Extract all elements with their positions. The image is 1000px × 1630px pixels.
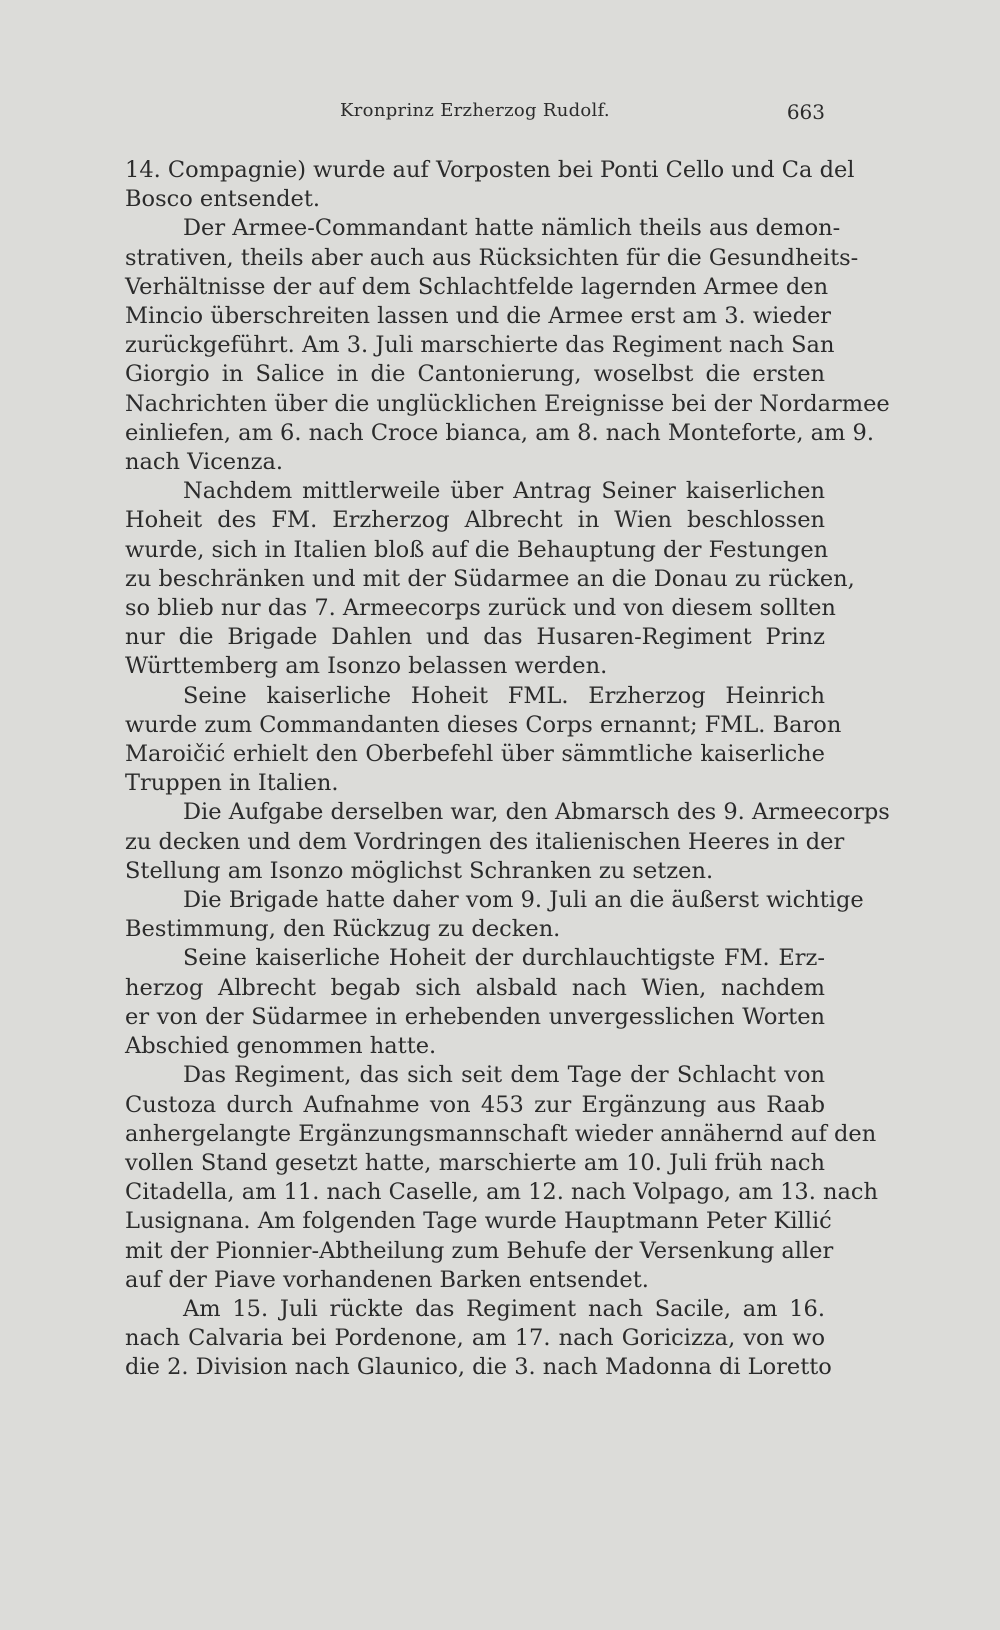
text-line: Custoza durch Aufnahme von 453 zur Ergänzung aus Raab xyxy=(125,1091,825,1118)
text-line: Seine kaiserliche Hoheit der durchlauchtigste FM. Erz- xyxy=(183,945,825,972)
text-line: Württemberg am Isonzo belassen werden. xyxy=(125,653,608,680)
text-line: Mincio überschreiten lassen und die Armee erst am 3. wieder xyxy=(125,303,832,330)
text-line: Lusignana. Am folgenden Tage wurde Hauptmann Peter Killić xyxy=(125,1208,832,1235)
text-line: Truppen in Italien. xyxy=(125,770,339,797)
text-line: er von der Südarmee in erhebenden unvergesslichen Worten xyxy=(125,1003,825,1030)
text-line: wurde, sich in Italien bloß auf die Behauptung der Festungen xyxy=(125,536,829,563)
text-line: nach Calvaria bei Pordenone, am 17. nach Goricizza, von wo xyxy=(125,1325,825,1352)
text-line: einliefen, am 6. nach Croce bianca, am 8. nach Monteforte, am 9. xyxy=(125,419,874,446)
text-line: Maroičić erhielt den Oberbefehl über sämmtliche kaiserliche xyxy=(125,741,825,768)
text-line: Verhältnisse der auf dem Schlachtfelde lagernden Armee den xyxy=(125,273,829,300)
text-line: Nachdem mittlerweile über Antrag Seiner kaiserlichen xyxy=(183,478,825,505)
text-line: Seine kaiserliche Hoheit FML. Erzherzog Heinrich xyxy=(183,682,825,709)
text-line: so blieb nur das 7. Armeecorps zurück und von diesem sollten xyxy=(125,595,836,622)
running-title: Kronprinz Erzherzog Rudolf. xyxy=(340,100,610,121)
text-line: Abschied genommen hatte. xyxy=(125,1033,437,1060)
text-line: Bosco entsendet. xyxy=(125,186,321,213)
text-line: die 2. Division nach Glaunico, die 3. nach Madonna di Loretto xyxy=(125,1354,832,1381)
text-line: Am 15. Juli rückte das Regiment nach Sacile, am 16. xyxy=(183,1295,825,1322)
page-number: 663 xyxy=(786,100,825,124)
text-line: Stellung am Isonzo möglichst Schranken zu setzen. xyxy=(125,857,714,884)
text-line: Citadella, am 11. nach Caselle, am 12. nach Volpago, am 13. nach xyxy=(125,1179,879,1206)
page-header xyxy=(125,100,825,130)
text-line: vollen Stand gesetzt hatte, marschierte am 10. Juli früh nach xyxy=(125,1149,825,1176)
text-line: Nachrichten über die unglücklichen Ereignisse bei der Nordarmee xyxy=(125,390,890,417)
text-line: nach Vicenza. xyxy=(125,449,284,476)
text-line: Hoheit des FM. Erzherzog Albrecht in Wien beschlossen xyxy=(125,507,825,534)
text-line: Die Aufgabe derselben war, den Abmarsch des 9. Armeecorps xyxy=(183,799,890,826)
text-line: anhergelangte Ergänzungsmannschaft wieder annähernd auf den xyxy=(125,1120,877,1147)
text-line: Giorgio in Salice in die Cantonierung, woselbst die ersten xyxy=(125,361,825,388)
text-line: auf der Piave vorhandenen Barken entsendet. xyxy=(125,1266,649,1293)
text-line: zu decken und dem Vordringen des italienischen Heeres in der xyxy=(125,828,845,855)
text-line: mit der Pionnier-Abtheilung zum Behufe der Versenkung aller xyxy=(125,1237,834,1264)
text-line: Das Regiment, das sich seit dem Tage der Schlacht von xyxy=(183,1062,825,1089)
text-line: 14. Compagnie) wurde auf Vorposten bei Ponti Cello und Ca del xyxy=(125,157,855,183)
text-line: Die Brigade hatte daher vom 9. Juli an die äußerst wichtige xyxy=(183,887,864,914)
text-line: Der Armee-Commandant hatte nämlich theils aus demon- xyxy=(183,215,841,242)
body-text xyxy=(125,156,890,1383)
text-line: zurückgeführt. Am 3. Juli marschierte das Regiment nach San xyxy=(125,332,835,359)
text-line: Bestimmung, den Rückzug zu decken. xyxy=(125,916,561,943)
text-line: nur die Brigade Dahlen und das Husaren-Regiment Prinz xyxy=(125,624,825,651)
text-line: zu beschränken und mit der Südarmee an die Donau zu rücken, xyxy=(125,565,855,592)
text-line: wurde zum Commandanten dieses Corps ernannt; FML. Baron xyxy=(125,711,842,738)
text-line: strativen, theils aber auch aus Rücksichten für die Gesundheits- xyxy=(125,244,859,271)
text-line: herzog Albrecht begab sich alsbald nach Wien, nachdem xyxy=(125,974,825,1001)
